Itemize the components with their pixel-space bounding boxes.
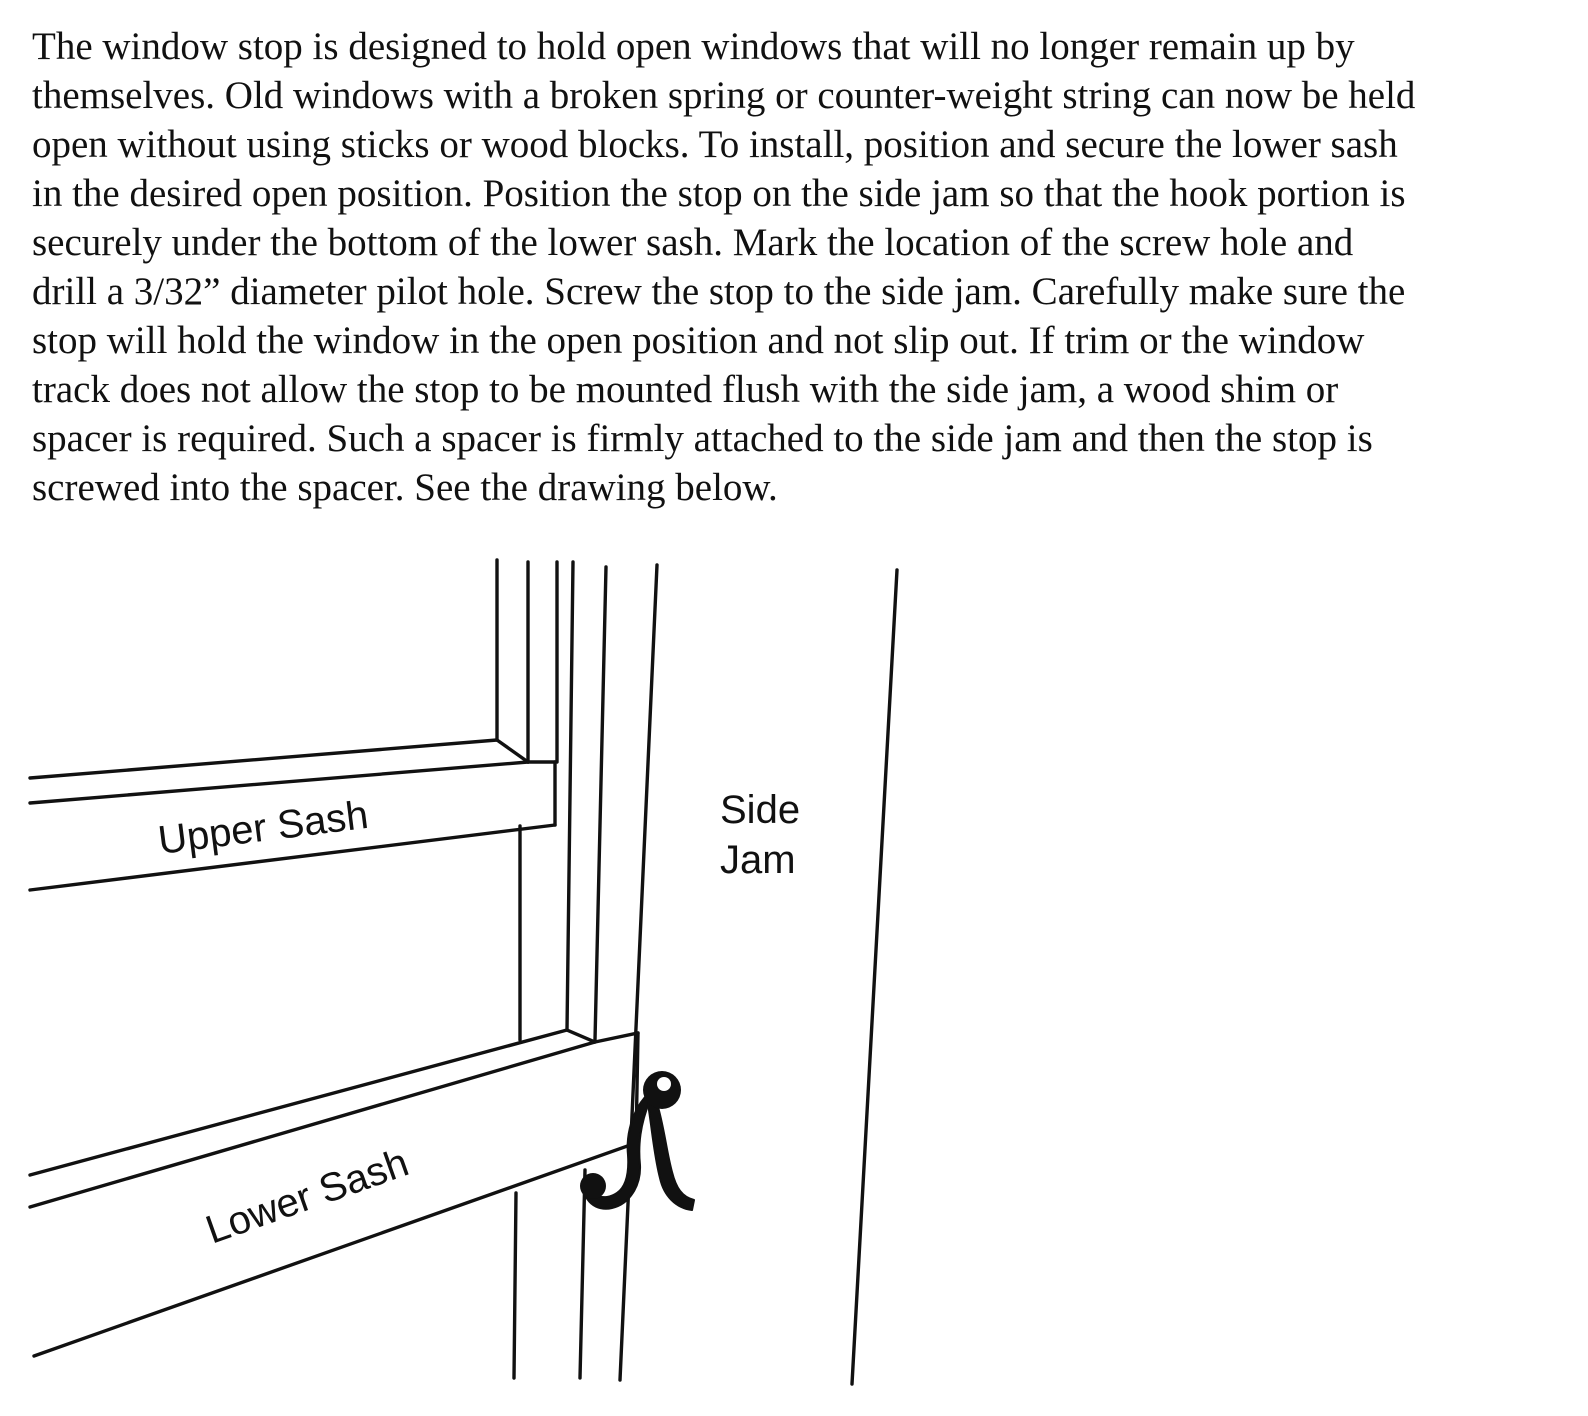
lower-sash-stile-line <box>567 562 573 1030</box>
upper-sash-frame <box>497 560 606 1040</box>
side-jam-inner-edge <box>620 565 657 1380</box>
side-jam-outer-edge <box>852 570 897 1384</box>
hook-tail <box>648 1100 694 1210</box>
side-jam <box>620 565 897 1384</box>
lower-sash-rail-top-edge <box>30 1030 595 1175</box>
instructions-line: open without using sticks or wood blocks. To install, position and secure the lower sash <box>32 123 1398 166</box>
instructions-line: stop will hold the window in the open position and not slip out. If trim or the window <box>32 319 1365 362</box>
screw-hole <box>657 1077 671 1091</box>
lower-sash-stile-line <box>595 567 606 1040</box>
hook-tip <box>580 1173 606 1199</box>
instructions-line: themselves. Old windows with a broken spring or counter-weight string can now be held <box>32 74 1416 117</box>
instructions-line: spacer is required. Such a spacer is firmly attached to the side jam and then the stop is <box>32 417 1373 460</box>
instructions-line: screwed into the spacer. See the drawing below. <box>32 466 778 509</box>
instructions-line: The window stop is designed to hold open windows that will no longer remain up by <box>32 25 1355 68</box>
upper-sash-label: Upper Sash <box>155 792 371 863</box>
instructions-line: drill a 3/32” diameter pilot hole. Screw the stop to the side jam. Carefully make sure the <box>32 270 1406 313</box>
lower-frame <box>514 1170 585 1378</box>
window-stop-drawing <box>0 540 1588 1416</box>
instructions-line: in the desired open position. Position the stop on the side jam so that the hook portion is <box>32 172 1406 215</box>
lower-sash-rail-corner <box>595 1033 638 1042</box>
lower-sash-label: Lower Sash <box>200 1140 415 1253</box>
instructions-line: track does not allow the stop to be mounted flush with the side jam, a wood shim or <box>32 368 1339 411</box>
lower-frame-line <box>514 1193 516 1378</box>
lower-frame-line <box>580 1170 585 1378</box>
upper-sash-rail-middle-edge <box>30 762 528 803</box>
upper-sash-rail-top-edge <box>30 740 528 778</box>
instructions-text <box>32 22 1562 512</box>
side-jam-label-line2: Jam <box>720 838 796 882</box>
side-jam-label-line1: Side <box>720 788 801 832</box>
instructions-line: securely under the bottom of the lower sash. Mark the location of the screw hole and <box>32 221 1354 264</box>
